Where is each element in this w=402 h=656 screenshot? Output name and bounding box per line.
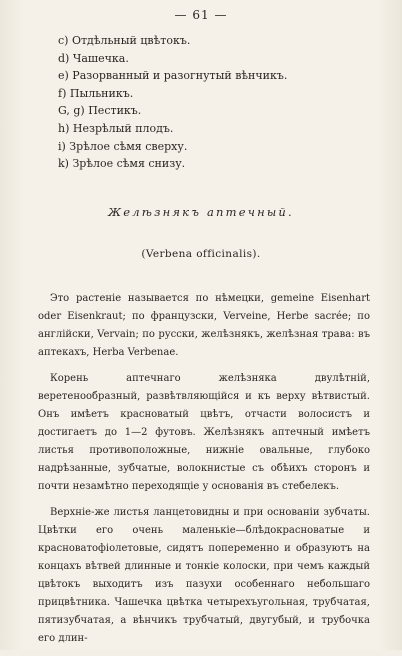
body-text [38,290,370,656]
legend-item: f) Пыльникъ. [58,86,134,100]
paragraph: Верхніе-же листья ланцетовидны и при основаніи зубчаты. Цвѣтки его очень маленькіе—блѣдокрасноватые и красноватофіолетовые, сидятъ попеременно и образуютъ на концахъ вѣтвей длинные и тонкіе колоски, при чемъ каждый цвѣтокъ выходитъ изъ пазухи особеннаго небольшаго прицвѣтника. Чашечка цвѣтка четырехъугольная, трубчатая, пятизубчатая, а вѣнчикъ трубчатый, двугубый, и трубочка его длин- [38,507,370,644]
legend-item: d) Чашечка. [58,51,129,65]
page-number: — 61 — [174,8,228,22]
paragraph: Это растеніе называется по нѣмецки, gemeine Eisenhart oder Eisenkraut; по французски, Verveine, Herbe sacrée; по англійски, Vervain; по русски, желѣзнякъ, желѣзная трава: въ аптекахъ, Herba Verbenae. [38,293,370,358]
legend-item: h) Незрѣлый плодъ. [58,121,174,135]
legend-item: k) Зрѣлое сѣмя снизу. [58,157,186,171]
legend-item: G, g) Пестикъ. [58,104,142,118]
section-title: Желѣзнякъ аптечный. [108,205,294,219]
paragraph: Корень аптечнаго желѣзняка двулѣтній, веретенообразный, развѣтвляющійся и къ верху вѣтвистый. Онъ имѣетъ красноватый цвѣтъ, отчасти волосистъ и достигаетъ до 1—2 футовъ. Желѣзнякъ аптечный имѣетъ листья противоположные, нижніе овальные, глубоко надрѣзанные, зубчатые, волокнистые съ обѣихъ сторонъ и почти незамѣтно переходящіе у основанія въ стебелекъ. [38,373,370,492]
legend-item: e) Разорванный и разогнутый вѣнчикъ. [58,69,288,83]
legend-item: c) Отдѣльный цвѣтокъ. [58,34,191,47]
figure-legend [58,32,287,173]
legend-item: i) Зрѣлое сѣмя сверху. [58,139,188,153]
latin-name: (Verbena officinalis). [141,248,261,260]
